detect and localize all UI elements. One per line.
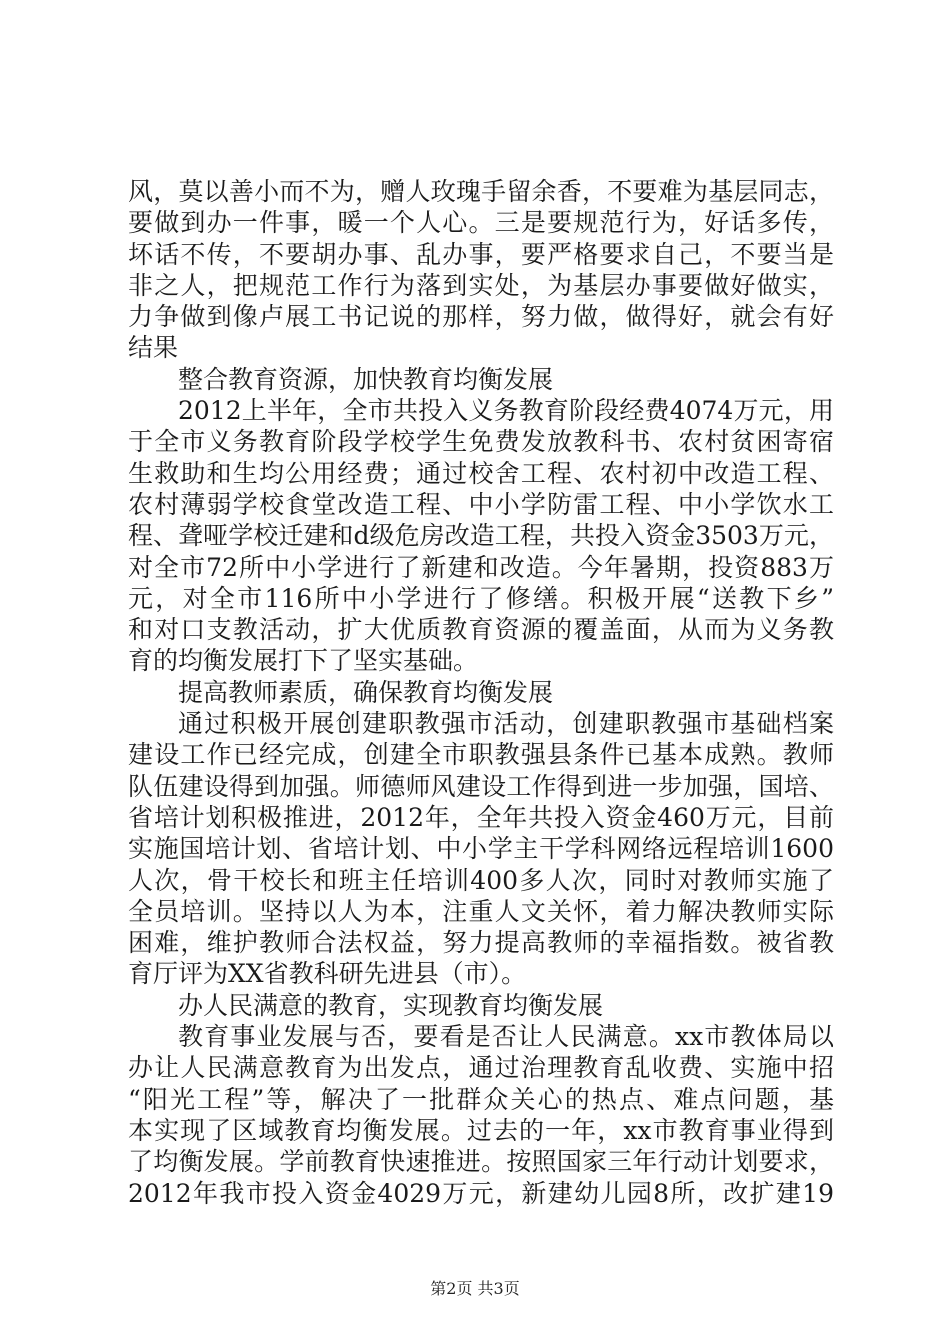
text-line: 办人民满意的教育，实现教育均衡发展 — [178, 990, 604, 1020]
text-line: 队伍建设得到加强。师德师风建设工作得到进一步加强，国培、 — [128, 771, 834, 801]
text-line: 程、聋哑学校迁建和d级危房改造工程，共投入资金3503万元， — [128, 521, 834, 551]
text-line: 坏话不传，不要胡办事、乱办事，要严格要求自己，不要当是 — [128, 239, 834, 269]
text-line: 元，对全市116所中小学进行了修缮。积极开展“送教下乡” — [128, 583, 834, 613]
text-line: 要做到办一件事，暖一个人心。三是要规范行为，好话多传， — [128, 208, 834, 238]
text-line: 力争做到像卢展工书记说的那样，努力做，做得好，就会有好 — [128, 302, 834, 332]
text-line: 非之人，把规范工作行为落到实处，为基层办事要做好做实， — [128, 270, 834, 300]
text-line: 育的均衡发展打下了坚实基础。 — [128, 646, 479, 676]
text-line: 结果 — [128, 333, 179, 363]
text-line: 通过积极开展创建职教强市活动，创建职教强市基础档案 — [178, 709, 834, 739]
text-line: 实施国培计划、省培计划、中小学主干学科网络远程培训1600 — [128, 834, 834, 864]
text-line: 困难，维护教师合法权益，努力提高教师的幸福指数。被省教 — [128, 928, 834, 958]
document-body — [128, 176, 834, 1209]
text-line: 生救助和生均公用经费；通过校舍工程、农村初中改造工程、 — [128, 458, 834, 488]
text-line: 建设工作已经完成，创建全市职教强县条件已基本成熟。教师 — [128, 740, 834, 770]
text-line: 对全市72所中小学进行了新建和改造。今年暑期，投资883万 — [128, 552, 834, 582]
text-line: 整合教育资源，加快教育均衡发展 — [178, 364, 554, 394]
text-line: 风，莫以善小而不为，赠人玫瑰手留余香，不要难为基层同志， — [128, 177, 834, 206]
text-line: 全员培训。坚持以人为本，注重人文关怀，着力解决教师实际 — [128, 896, 834, 926]
text-line: 了均衡发展。学前教育快速推进。按照国家三年行动计划要求， — [128, 1147, 834, 1177]
text-line: 省培计划积极推进，2012年，全年共投入资金460万元，目前 — [128, 802, 834, 832]
text-line: 2012上半年，全市共投入义务教育阶段经费4074万元，用 — [178, 396, 834, 426]
text-line: 农村薄弱学校食堂改造工程、中小学防雷工程、中小学饮水工 — [128, 489, 834, 519]
text-line: 提高教师素质，确保教育均衡发展 — [178, 677, 554, 707]
text-line: 本实现了区域教育均衡发展。过去的一年，xx市教育事业得到 — [128, 1115, 834, 1145]
page-footer — [0, 1276, 950, 1299]
page-number-label: 第2页 共3页 — [430, 1279, 520, 1298]
text-line: 2012年我市投入资金4029万元，新建幼儿园8所，改扩建19 — [128, 1178, 834, 1208]
text-line: 人次，骨干校长和班主任培训400多人次，同时对教师实施了 — [128, 865, 834, 895]
text-line: 办让人民满意教育为出发点，通过治理教育乱收费、实施中招 — [128, 1053, 834, 1083]
text-line: 于全市义务教育阶段学校学生免费发放教科书、农村贫困寄宿 — [128, 427, 834, 457]
text-line: 教育事业发展与否，要看是否让人民满意。xx市教体局以 — [178, 1022, 834, 1052]
text-line: 和对口支教活动，扩大优质教育资源的覆盖面，从而为义务教 — [128, 615, 834, 645]
text-line: “阳光工程”等，解决了一批群众关心的热点、难点问题，基 — [128, 1084, 834, 1114]
text-line: 育厅评为XX省教科研先进县（市）。 — [128, 959, 527, 989]
